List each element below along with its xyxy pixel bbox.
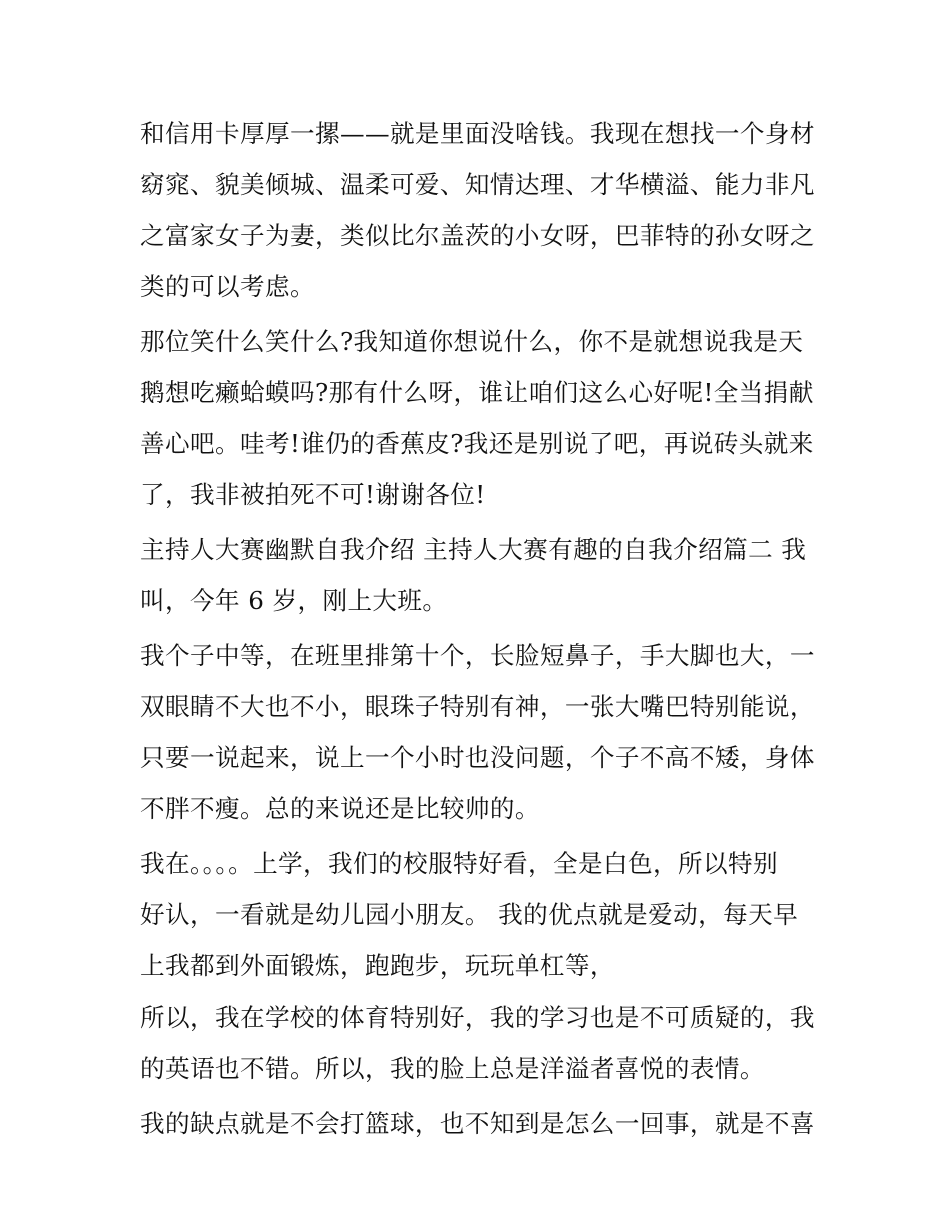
text-line: 善心吧。哇考!谁仍的香蕉皮?我还是别说了吧，再说砖头就来 <box>140 429 814 458</box>
paragraph-2 <box>140 316 830 520</box>
text-line: 不胖不瘦。总的来说还是比较帅的。 <box>140 794 540 823</box>
paragraph-5 <box>140 838 830 991</box>
text-line: 所以，我在学校的体育特别好，我的学习也是不可质疑的，我 <box>140 1003 815 1032</box>
paragraph-3 <box>140 524 830 626</box>
text-line: 我在。。。。上学，我们的校服特好看，全是白色，所以特别 <box>140 849 778 878</box>
text-line: 好认，一看就是幼儿园小朋友。 我的优点就是爱动，每天早 <box>140 900 799 929</box>
text-line: 类的可以考虑。 <box>140 272 315 301</box>
text-line: 只要一说起来，说上一个小时也没问题，个子不高不矮，身体 <box>140 743 815 772</box>
text-line: 窈窕、貌美倾城、温柔可爱、知情达理、才华横溢、能力非凡 <box>140 170 815 199</box>
text-line: 鹅想吃癞蛤蟆吗?那有什么呀，谁让咱们这么心好呢!全当捐献 <box>140 378 814 407</box>
paragraph-7 <box>140 1098 830 1149</box>
text-line: 了，我非被拍死不可!谢谢各位! <box>140 480 486 509</box>
text-line: 上我都到外面锻炼，跑跑步，玩玩单杠等， <box>140 951 615 980</box>
text-line: 那位笑什么笑什么?我知道你想说什么，你不是就想说我是天 <box>140 327 804 356</box>
text-line: 双眼睛不大也不小，眼珠子特别有神，一张大嘴巴特别能说， <box>140 692 815 721</box>
text-line: 和信用卡厚厚一摞——就是里面没啥钱。我现在想找一个身材 <box>140 119 815 148</box>
text-line: 叫，今年 6 岁，刚上大班。 <box>140 586 448 615</box>
paragraph-6 <box>140 992 830 1094</box>
text-line: 我个子中等，在班里排第十个，长脸短鼻子，手大脚也大，一 <box>140 641 815 670</box>
text-line: 之富家女子为妻，类似比尔盖茨的小女呀，巴菲特的孙女呀之 <box>140 221 815 250</box>
text-line: 主持人大赛幽默自我介绍 主持人大赛有趣的自我介绍篇二 我 <box>140 535 807 564</box>
paragraph-4 <box>140 630 830 834</box>
text-line: 的英语也不错。所以，我的脸上总是洋溢者喜悦的表情。 <box>140 1054 765 1083</box>
paragraph-1 <box>140 108 830 312</box>
document-body <box>140 108 830 1149</box>
text-line: 我的缺点就是不会打篮球，也不知到是怎么一回事，就是不喜 <box>140 1109 815 1138</box>
